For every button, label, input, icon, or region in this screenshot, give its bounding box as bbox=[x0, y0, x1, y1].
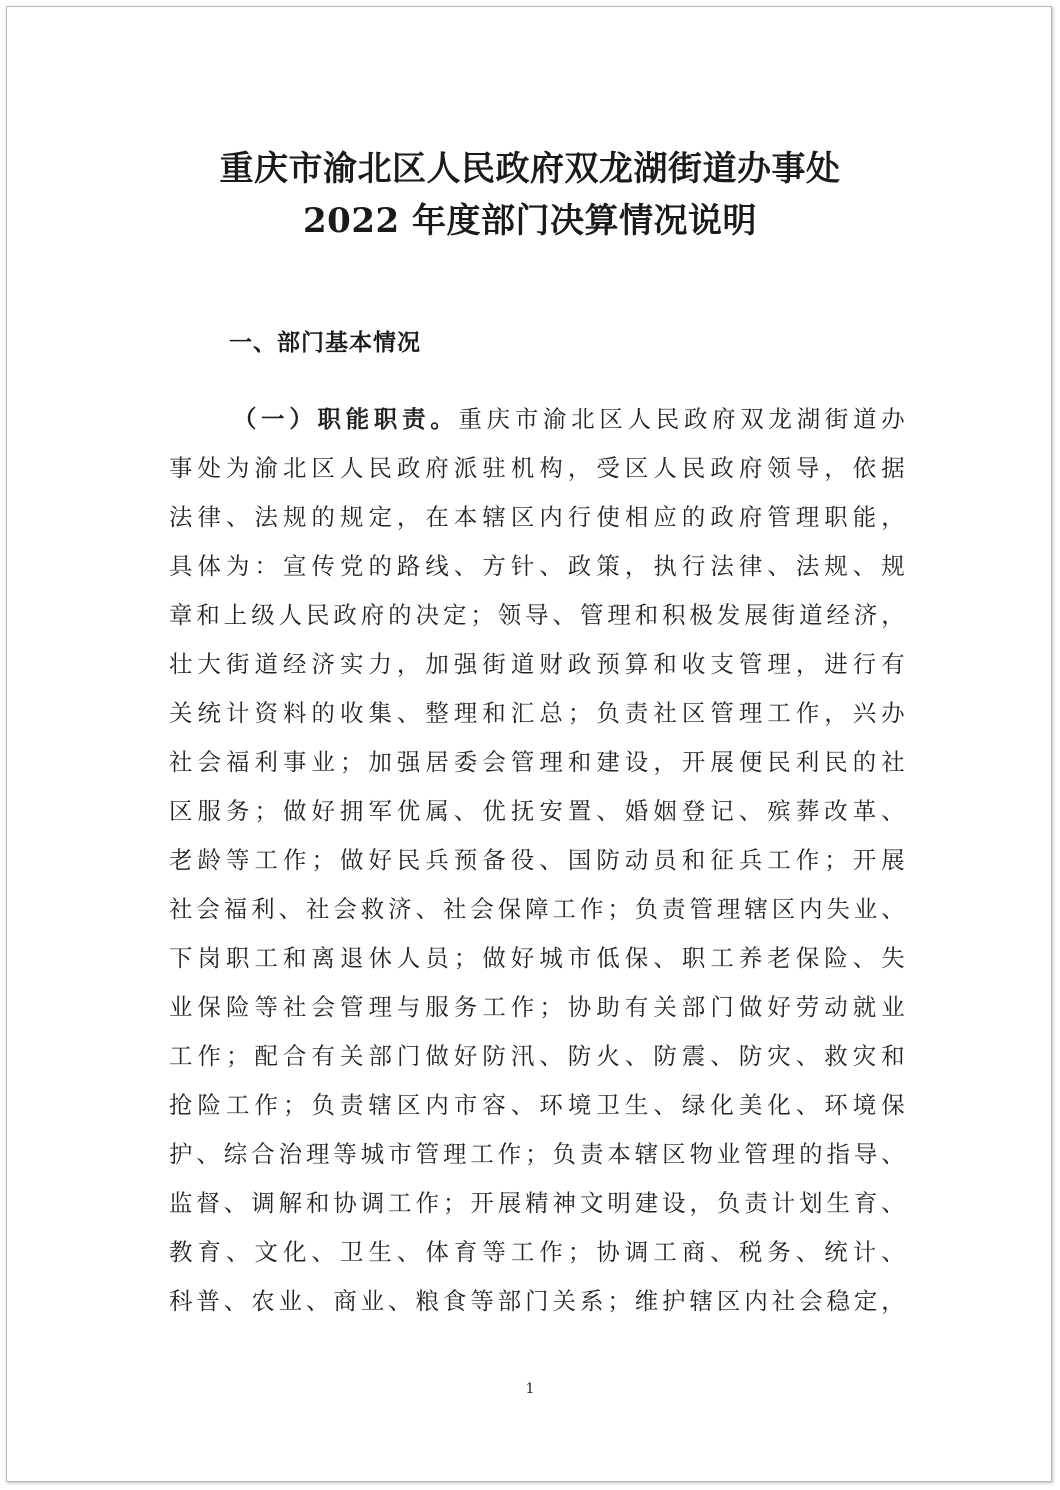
paragraph-line: 区服务；做好拥军优属、优抚安置、婚姻登记、殡葬改革、 bbox=[169, 797, 905, 825]
title-line-2: 2022 年度部门决算情况说明 bbox=[303, 201, 757, 241]
paragraph-line: 具体为：宣传党的路线、方针、政策，执行法律、法规、规 bbox=[169, 552, 905, 580]
paragraph-line: 下岗职工和离退休人员；做好城市低保、职工养老保险、失 bbox=[169, 944, 905, 972]
title-line-1: 重庆市渝北区人民政府双龙湖街道办事处 bbox=[219, 149, 841, 189]
paragraph-line: 壮大街道经济实力，加强街道财政预算和收支管理，进行有 bbox=[169, 650, 905, 678]
paragraph-line: 社会福利、社会救济、社会保障工作；负责管理辖区内失业、 bbox=[169, 895, 905, 923]
page-number: 1 bbox=[525, 1381, 535, 1397]
paragraph-line: 工作；配合有关部门做好防汛、防火、防震、防灾、救灾和 bbox=[169, 1042, 905, 1070]
paragraph-line: 老龄等工作；做好民兵预备役、国防动员和征兵工作；开展 bbox=[169, 846, 905, 874]
paragraph-line: 教育、文化、卫生、体育等工作；协调工商、税务、统计、 bbox=[169, 1238, 905, 1266]
paragraph-line: 监督、调解和协调工作；开展精神文明建设，负责计划生育、 bbox=[169, 1189, 905, 1217]
paragraph-line: 抢险工作；负责辖区内市容、环境卫生、绿化美化、环境保 bbox=[169, 1091, 905, 1119]
paragraph-line: 科普、农业、商业、粮食等部门关系；维护辖区内社会稳定， bbox=[169, 1287, 905, 1315]
document-page bbox=[6, 6, 1052, 1482]
paragraph-line: 章和上级人民政府的决定；领导、管理和积极发展街道经济， bbox=[169, 601, 905, 629]
paragraph-line: 护、综合治理等城市管理工作；负责本辖区物业管理的指导、 bbox=[169, 1140, 905, 1168]
paragraph-line: 社会福利事业；加强居委会管理和建设，开展便民利民的社 bbox=[169, 748, 905, 776]
paragraph-line: 法律、法规的规定，在本辖区内行使相应的政府管理职能， bbox=[169, 503, 905, 531]
paragraph-line: 事处为渝北区人民政府派驻机构，受区人民政府领导，依据 bbox=[169, 454, 905, 482]
document-title bbox=[7, 143, 1053, 247]
section-heading: 一、部门基本情况 bbox=[229, 330, 421, 356]
paragraph-line: （一）职能职责。重庆市渝北区人民政府双龙湖街道办 bbox=[233, 405, 905, 433]
paragraph-line: 关统计资料的收集、整理和汇总；负责社区管理工作，兴办 bbox=[169, 699, 905, 727]
paragraph-lead: （一）职能职责。 bbox=[233, 405, 459, 433]
paragraph-line: 业保险等社会管理与服务工作；协助有关部门做好劳动就业 bbox=[169, 993, 905, 1021]
body-paragraph bbox=[169, 395, 905, 1326]
